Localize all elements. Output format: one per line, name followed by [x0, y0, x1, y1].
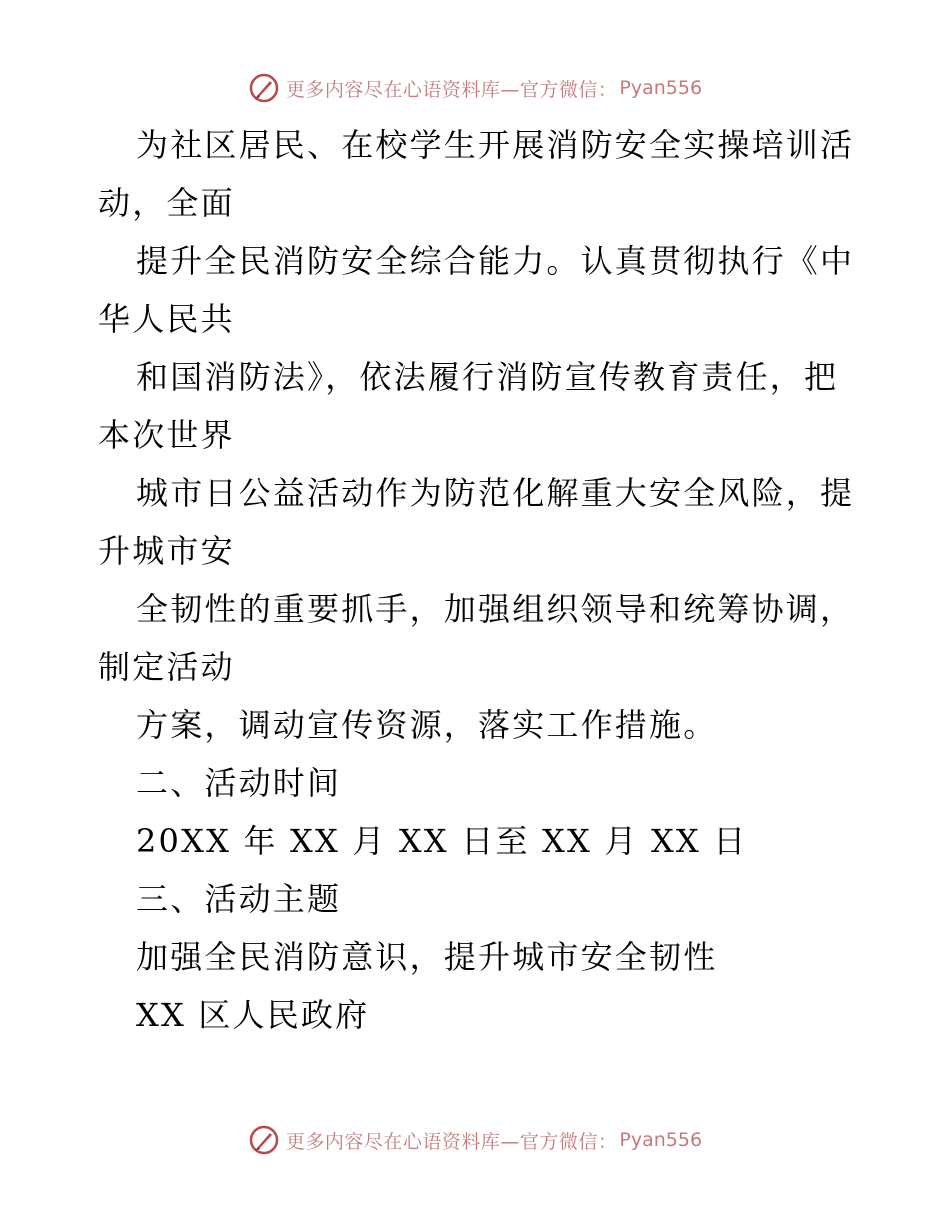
activity-theme: 加强全民消防意识，提升城市安全韧性	[136, 938, 718, 976]
watermark-wechat-id: Pyan556	[619, 1129, 703, 1151]
body-line: 动，全面	[98, 184, 235, 222]
watermark-text: 更多内容尽在心语资料库—官方微信：	[285, 1130, 618, 1153]
body-line: 制定活动	[98, 648, 235, 686]
section-heading-theme: 三、活动主题	[136, 880, 342, 918]
body-line: 全韧性的重要抓手，加强组织领导和统筹协调，	[136, 590, 855, 628]
body-line: 升城市安	[98, 532, 235, 570]
header-watermark	[0, 68, 950, 108]
body-line: 华人民共	[98, 300, 235, 338]
activity-date-range: 20XX 年 XX 月 XX 日至 XX 月 XX 日	[136, 822, 748, 860]
footer-watermark	[0, 1120, 950, 1160]
body-line: 本次世界	[98, 416, 235, 454]
document-body	[98, 116, 858, 1044]
body-line: 方案，调动宣传资源，落实工作措施。	[136, 706, 718, 744]
quill-logo-icon	[248, 72, 280, 104]
watermark-wechat-id: Pyan556	[619, 77, 703, 99]
body-line: 为社区居民、在校学生开展消防安全实操培训活	[136, 126, 855, 164]
body-line: 城市日公益活动作为防范化解重大安全风险，提	[136, 474, 855, 512]
issuing-authority: XX 区人民政府	[136, 996, 370, 1034]
quill-logo-icon	[248, 1124, 280, 1156]
body-line: 和国消防法》，依法履行消防宣传教育责任，把	[136, 358, 839, 396]
watermark-text: 更多内容尽在心语资料库—官方微信：	[285, 78, 618, 101]
body-line: 提升全民消防安全综合能力。认真贯彻执行《中	[136, 242, 855, 280]
section-heading-time: 二、活动时间	[136, 764, 342, 802]
